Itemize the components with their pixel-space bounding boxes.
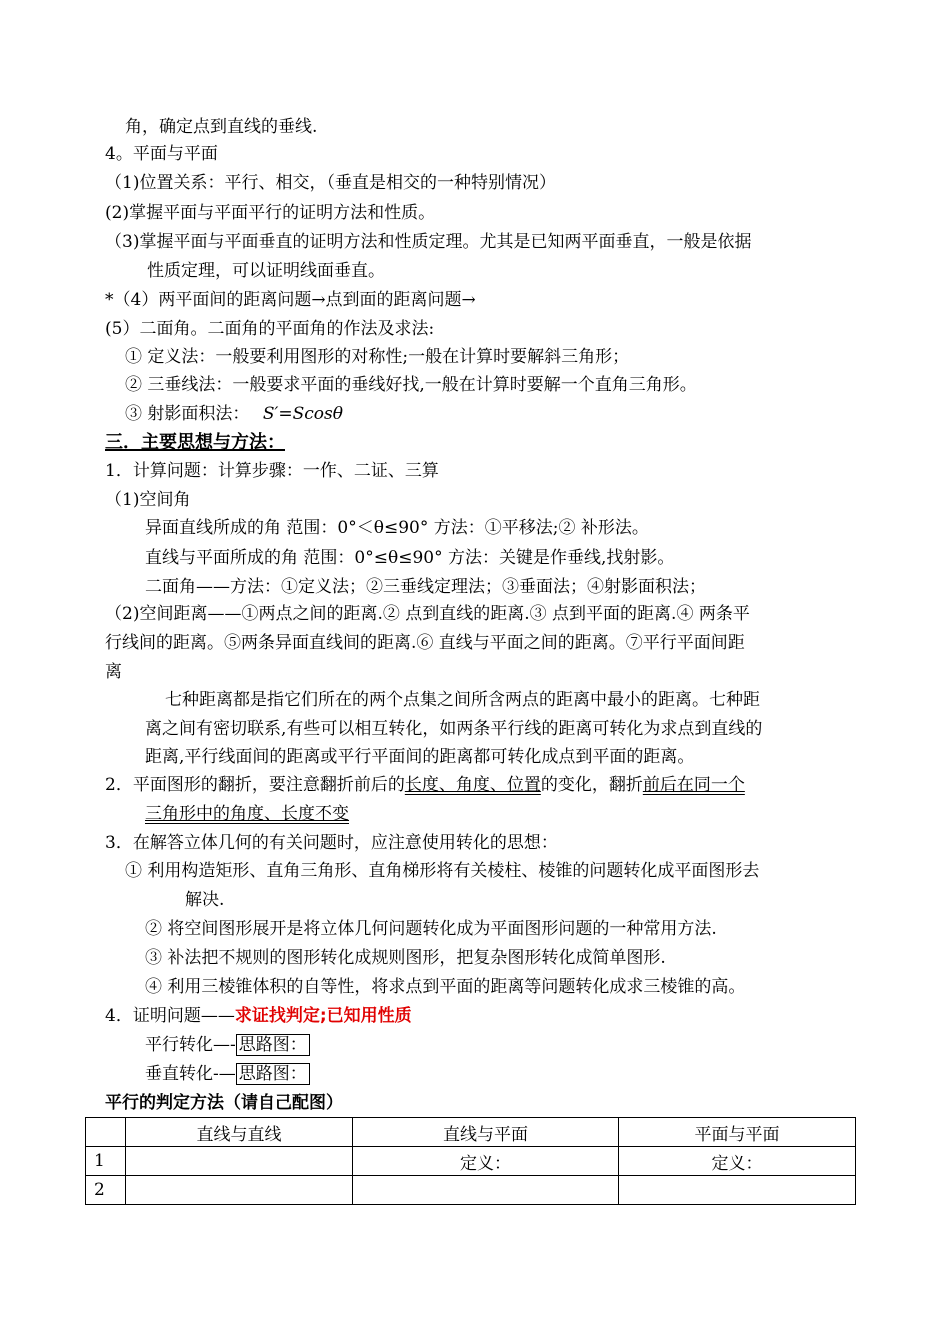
table-cell [126, 1176, 353, 1205]
text-line: （3)掌握平面与平面垂直的证明方法和性质定理。尤其是已知两平面垂直，一般是依据 [105, 232, 752, 252]
judgement-method-table [85, 1117, 856, 1205]
text-line: （2)空间距离——①两点之间的距离.② 点到直线的距离.③ 点到平面的距离.④ 两条平 [105, 604, 750, 624]
text-line: （1)空间角 [105, 490, 191, 510]
text-segment: 垂直转化-— [145, 1064, 236, 1084]
text-segment: 平行转化—- [145, 1035, 236, 1055]
text-line [145, 1063, 310, 1085]
text-line: ① 利用构造矩形、直角三角形、直角梯形将有关棱柱、棱锥的问题转化成平面图形去 [125, 861, 760, 881]
text-line: 七种距离都是指它们所在的两个点集之间所含两点的距离中最小的距离。七种距 [165, 690, 760, 710]
text-line: 直线与平面所成的角 范围：0°≤θ≤90° 方法：关键是作垂线,找射影。 [145, 548, 675, 568]
table-row [86, 1176, 856, 1205]
emphasis-text: 前后在同一个 [642, 775, 745, 795]
text-line: 3．在解答立体几何的有关问题时，应注意使用转化的思想： [105, 833, 558, 853]
text-line: 1．计算问题：计算步骤：一作、二证、三算 [105, 461, 439, 481]
table-cell: 定义： [619, 1147, 856, 1176]
table-cell: 定义： [353, 1147, 619, 1176]
emphasis-text: 三角形中的角度、长度不变 [145, 804, 349, 824]
text-line: 行线间的距离。⑤两条异面直线间的距离.⑥ 直线与平面之间的距离。⑦平行平面间距 [105, 633, 745, 653]
text-line: ② 三垂线法：一般要求平面的垂线好找,一般在计算时要解一个直角三角形。 [125, 375, 697, 395]
text-line: 离 [105, 662, 122, 682]
text-line: 二面角——方法：①定义法；②三垂线定理法；③垂面法；④射影面积法； [145, 577, 706, 597]
text-line: 角，确定点到直线的垂线. [125, 117, 318, 137]
text-line: *（4）两平面间的距离问题→点到面的距离问题→ [105, 290, 476, 310]
text-line: ③ 补法把不规则的图形转化成规则图形，把复杂图形转化成简单图形. [145, 948, 666, 968]
text-line [105, 774, 745, 796]
text-line: 异面直线所成的角 范围：0°＜θ≤90° 方法：①平移法;② 补形法。 [145, 518, 649, 538]
text-line: 离之间有密切联系,有些可以相互转化，如两条平行线的距离可转化为求点到直线的 [145, 719, 763, 739]
text-segment: 2．平面图形的翻折，要注意翻折前后的 [105, 775, 405, 795]
section-item-4: 4。平面与平面 [105, 144, 218, 164]
text-line: ② 将空间图形展开是将立体几何问题转化成为平面图形问题的一种常用方法. [145, 919, 717, 939]
method-label: ③ 射影面积法： [125, 404, 250, 424]
emphasis-text: 长度、角度、位置 [404, 775, 541, 795]
highlight-text: 求证找判定;已知用性质 [234, 1006, 412, 1026]
text-line: 距离,平行线面间的距离或平行平面间的距离都可转化成点到平面的距离。 [145, 747, 695, 767]
text-segment: 的变化，翻折 [540, 775, 643, 795]
text-line [105, 1005, 412, 1027]
text-line [145, 1034, 310, 1056]
text-line: 解决. [185, 890, 225, 910]
table-cell [619, 1176, 856, 1205]
text-line: ④ 利用三棱锥体积的自等性，将求点到平面的距离等问题转化成求三棱锥的高。 [145, 977, 746, 997]
text-line [125, 403, 343, 425]
text-line: (2)掌握平面与平面平行的证明方法和性质。 [105, 203, 436, 223]
table-header-cell [86, 1118, 126, 1147]
table-cell [353, 1176, 619, 1205]
text-segment: 4．证明问题—— [105, 1006, 235, 1026]
table-header-row [86, 1118, 856, 1147]
text-line: 性质定理，可以证明线面垂直。 [147, 261, 385, 281]
table-cell: 2 [86, 1176, 126, 1205]
table-header-cell: 平面与平面 [619, 1118, 856, 1147]
table-header-cell: 直线与直线 [126, 1118, 353, 1147]
text-line: （1)位置关系：平行、相交，（垂直是相交的一种特别情况） [105, 173, 556, 193]
diagram-placeholder: 思路图： [236, 1063, 310, 1085]
text-line: ① 定义法：一般要利用图形的对称性;一般在计算时要解斜三角形； [125, 347, 630, 367]
table-cell: 1 [86, 1147, 126, 1176]
text-line: (5）二面角。二面角的平面角的作法及求法: [105, 319, 435, 339]
table-header-cell: 直线与平面 [353, 1118, 619, 1147]
table-cell [126, 1147, 353, 1176]
table-title: 平行的判定方法（请自己配图） [105, 1093, 343, 1113]
diagram-placeholder: 思路图： [236, 1034, 310, 1056]
formula: S′=Scosθ [262, 404, 343, 424]
table-row [86, 1147, 856, 1176]
section-heading: 三．主要思想与方法： [105, 432, 285, 453]
